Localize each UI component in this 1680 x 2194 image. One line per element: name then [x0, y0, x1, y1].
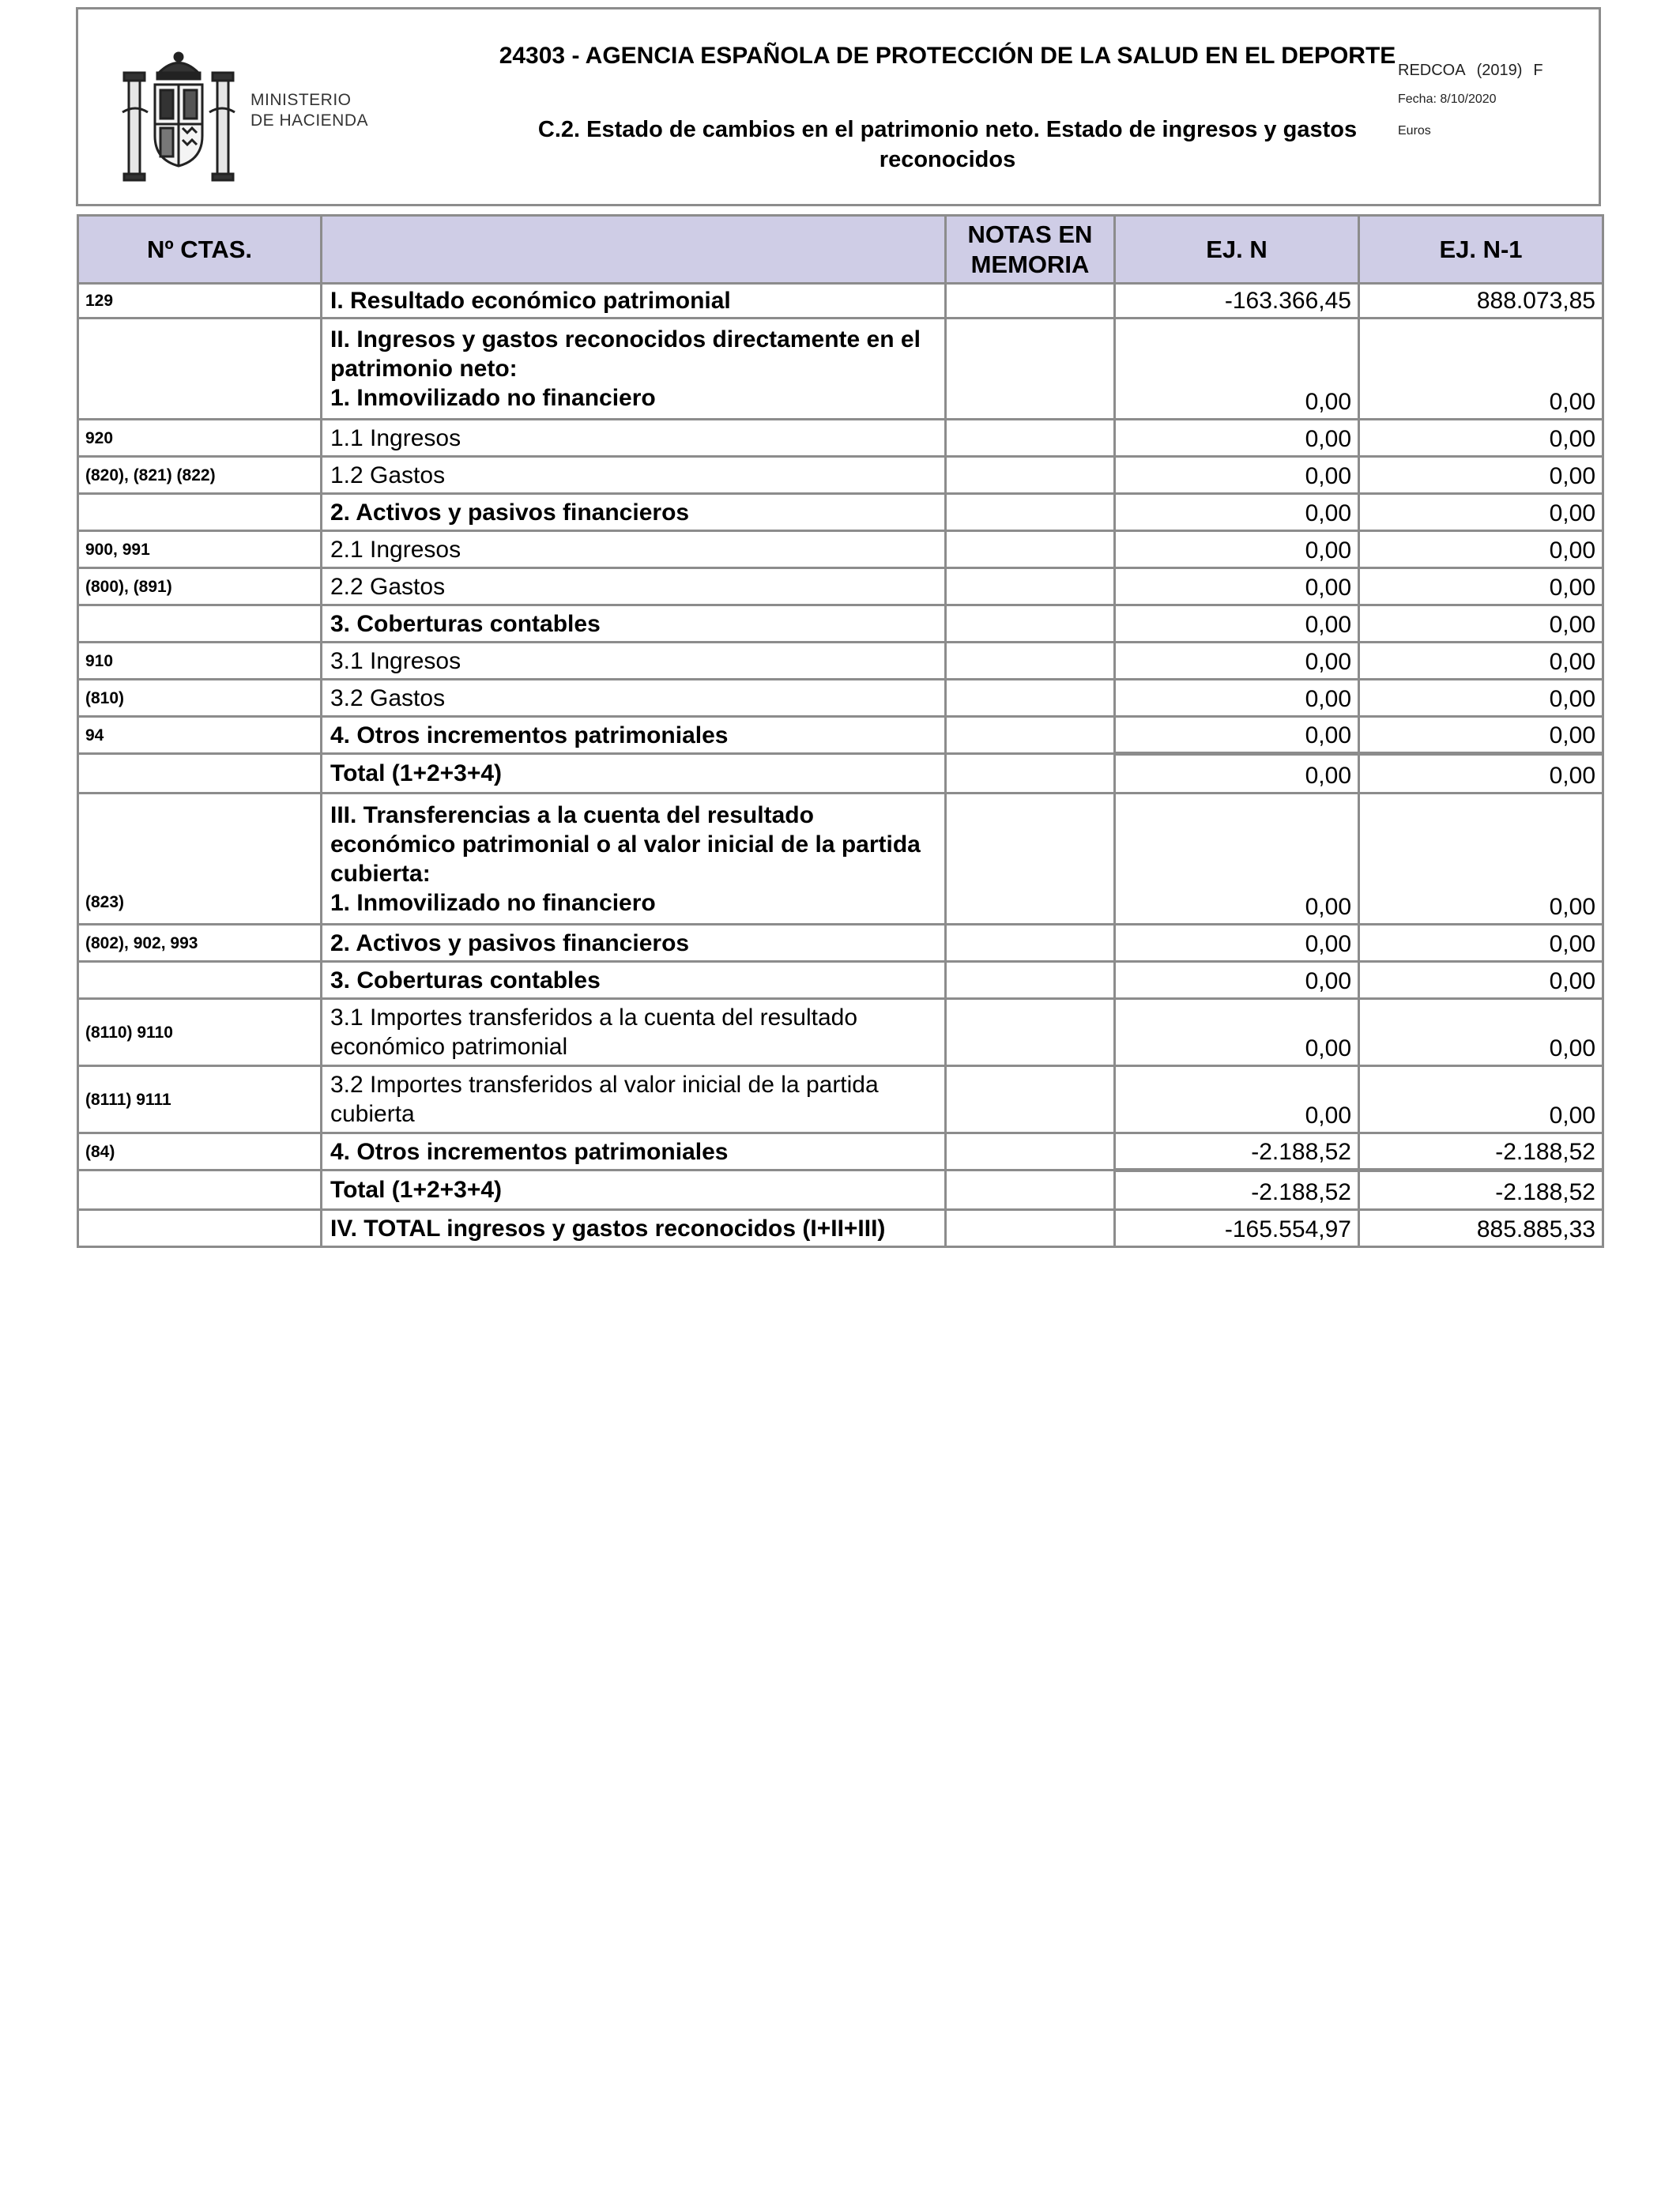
concept-cell: 2. Activos y pasivos financieros [322, 494, 946, 531]
concept-cell: 3.2 Gastos [322, 680, 946, 717]
table-row [78, 962, 1603, 999]
notes-cell [946, 1210, 1115, 1247]
value-year-n: 0,00 [1115, 531, 1359, 568]
account-cell: 910 [78, 643, 322, 680]
account-cell [78, 962, 322, 999]
coat-of-arms-logo [119, 49, 238, 183]
value-year-n-1: 0,00 [1359, 1066, 1603, 1133]
account-cell: (8110) 9110 [78, 999, 322, 1066]
value-year-n: 0,00 [1115, 1066, 1359, 1133]
report-header [76, 7, 1601, 206]
table-row [78, 531, 1603, 568]
notes-cell [946, 643, 1115, 680]
value-year-n: 0,00 [1115, 794, 1359, 925]
concept-cell: Total (1+2+3+4) [322, 754, 946, 794]
concept-cell: 4. Otros incrementos patrimoniales [322, 717, 946, 754]
table-row [78, 999, 1603, 1066]
table-row [78, 284, 1603, 319]
notes-cell [946, 319, 1115, 420]
table-row [78, 794, 1603, 925]
concept-cell: 4. Otros incrementos patrimoniales [322, 1133, 946, 1171]
account-cell: (8111) 9111 [78, 1066, 322, 1133]
value-year-n-1: 0,00 [1359, 531, 1603, 568]
notes-cell [946, 1066, 1115, 1133]
report-date: Fecha: 8/10/2020 [1398, 92, 1497, 106]
table-row [78, 754, 1603, 794]
concept-cell: 2.2 Gastos [322, 568, 946, 605]
table-row [78, 680, 1603, 717]
account-cell: 129 [78, 284, 322, 319]
value-year-n: 0,00 [1115, 962, 1359, 999]
value-year-n-1: 0,00 [1359, 794, 1603, 925]
value-year-n: 0,00 [1115, 680, 1359, 717]
income-expense-table [77, 214, 1604, 1248]
account-cell: (84) [78, 1133, 322, 1171]
value-year-n: 0,00 [1115, 605, 1359, 643]
table-row [78, 605, 1603, 643]
value-year-n-1: 885.885,33 [1359, 1210, 1603, 1247]
notes-cell [946, 605, 1115, 643]
concept-cell: 2. Activos y pasivos financieros [322, 925, 946, 962]
concept-cell: 3.1 Importes transferidos a la cuenta del resultado económico patrimonial [322, 999, 946, 1066]
ministry-name: MINISTERIO DE HACIENDA [250, 91, 369, 130]
notes-cell [946, 494, 1115, 531]
account-cell: (810) [78, 680, 322, 717]
value-year-n: 0,00 [1115, 420, 1359, 457]
account-cell [78, 494, 322, 531]
concept-cell: 3. Coberturas contables [322, 605, 946, 643]
concept-cell: 3.2 Importes transferidos al valor inicial de la partida cubierta [322, 1066, 946, 1133]
concept-cell: 2.1 Ingresos [322, 531, 946, 568]
concept-cell: 3.1 Ingresos [322, 643, 946, 680]
section-subitem: 1. Inmovilizado no financiero [330, 385, 656, 411]
value-year-n: -2.188,52 [1115, 1171, 1359, 1210]
value-year-n-1: -2.188,52 [1359, 1171, 1603, 1210]
notes-cell [946, 680, 1115, 717]
value-year-n-1: 0,00 [1359, 925, 1603, 962]
concept-cell [322, 319, 946, 420]
col-header-accounts: Nº CTAS. [78, 216, 322, 284]
table-row [78, 1066, 1603, 1133]
table-row [78, 717, 1603, 754]
report-meta [1398, 62, 1595, 156]
concept-cell: 3. Coberturas contables [322, 962, 946, 999]
concept-cell: I. Resultado económico patrimonial [322, 284, 946, 319]
notes-cell [946, 568, 1115, 605]
value-year-n-1: 0,00 [1359, 494, 1603, 531]
value-year-n: 0,00 [1115, 494, 1359, 531]
value-year-n: -2.188,52 [1115, 1133, 1359, 1171]
value-year-n: 0,00 [1115, 999, 1359, 1066]
section-subitem: 1. Inmovilizado no financiero [330, 889, 656, 916]
ref-code: REDCOA (2019) F [1398, 62, 1543, 79]
notes-cell [946, 754, 1115, 794]
concept-cell [322, 794, 946, 925]
value-year-n-1: 0,00 [1359, 420, 1603, 457]
account-cell [78, 1210, 322, 1247]
notes-cell [946, 794, 1115, 925]
table-row [78, 457, 1603, 494]
notes-cell [946, 962, 1115, 999]
account-cell [78, 1171, 322, 1210]
value-year-n-1: -2.188,52 [1359, 1133, 1603, 1171]
concept-cell: 1.1 Ingresos [322, 420, 946, 457]
notes-cell [946, 284, 1115, 319]
table-row [78, 319, 1603, 420]
section-heading: III. Transferencias a la cuenta del resultado económico patrimonial o al valor inicial de la partida cubierta: [330, 801, 921, 887]
notes-cell [946, 717, 1115, 754]
account-cell: 900, 991 [78, 531, 322, 568]
value-year-n-1: 0,00 [1359, 962, 1603, 999]
currency-label: Euros [1398, 124, 1431, 138]
notes-cell [946, 420, 1115, 457]
value-year-n: 0,00 [1115, 643, 1359, 680]
table-row [78, 925, 1603, 962]
value-year-n: 0,00 [1115, 568, 1359, 605]
table-row [78, 420, 1603, 457]
notes-cell [946, 457, 1115, 494]
value-year-n-1: 0,00 [1359, 605, 1603, 643]
col-header-year-n: EJ. N [1115, 216, 1359, 284]
account-cell: (823) [78, 794, 322, 925]
value-year-n-1: 0,00 [1359, 319, 1603, 420]
notes-cell [946, 925, 1115, 962]
value-year-n-1: 0,00 [1359, 680, 1603, 717]
concept-cell: 1.2 Gastos [322, 457, 946, 494]
value-year-n: 0,00 [1115, 754, 1359, 794]
table-header-row [78, 216, 1603, 284]
value-year-n: -165.554,97 [1115, 1210, 1359, 1247]
value-year-n-1: 0,00 [1359, 717, 1603, 754]
value-year-n-1: 0,00 [1359, 457, 1603, 494]
value-year-n: 0,00 [1115, 717, 1359, 754]
value-year-n-1: 0,00 [1359, 999, 1603, 1066]
table-row [78, 568, 1603, 605]
account-cell: (820), (821) (822) [78, 457, 322, 494]
value-year-n: 0,00 [1115, 319, 1359, 420]
report-title: 24303 - AGENCIA ESPAÑOLA DE PROTECCIÓN DE LA SALUD EN EL DEPORTE [499, 43, 1396, 69]
section-heading: II. Ingresos y gastos reconocidos directamente en el patrimonio neto: [330, 326, 921, 382]
account-cell [78, 319, 322, 420]
concept-cell: IV. TOTAL ingresos y gastos reconocidos (I+II+III) [322, 1210, 946, 1247]
account-cell: 94 [78, 717, 322, 754]
table-row [78, 643, 1603, 680]
value-year-n-1: 0,00 [1359, 568, 1603, 605]
account-cell [78, 605, 322, 643]
col-header-year-n-1: EJ. N-1 [1359, 216, 1603, 284]
value-year-n-1: 0,00 [1359, 754, 1603, 794]
account-cell [78, 754, 322, 794]
table-row [78, 1133, 1603, 1171]
notes-cell [946, 1171, 1115, 1210]
account-cell: (802), 902, 993 [78, 925, 322, 962]
col-header-notes: NOTAS EN MEMORIA [946, 216, 1115, 284]
table-body [78, 284, 1603, 1247]
account-cell: (800), (891) [78, 568, 322, 605]
account-cell: 920 [78, 420, 322, 457]
value-year-n: 0,00 [1115, 925, 1359, 962]
col-header-concept [322, 216, 946, 284]
report-subtitle: C.2. Estado de cambios en el patrimonio neto. Estado de ingresos y gastos reconocidos [537, 117, 1358, 172]
table-row [78, 1210, 1603, 1247]
value-year-n-1: 0,00 [1359, 643, 1603, 680]
notes-cell [946, 999, 1115, 1066]
value-year-n-1: 888.073,85 [1359, 284, 1603, 319]
value-year-n: -163.366,45 [1115, 284, 1359, 319]
notes-cell [946, 1133, 1115, 1171]
value-year-n: 0,00 [1115, 457, 1359, 494]
table-row [78, 1171, 1603, 1210]
table-row [78, 494, 1603, 531]
notes-cell [946, 531, 1115, 568]
concept-cell: Total (1+2+3+4) [322, 1171, 946, 1210]
